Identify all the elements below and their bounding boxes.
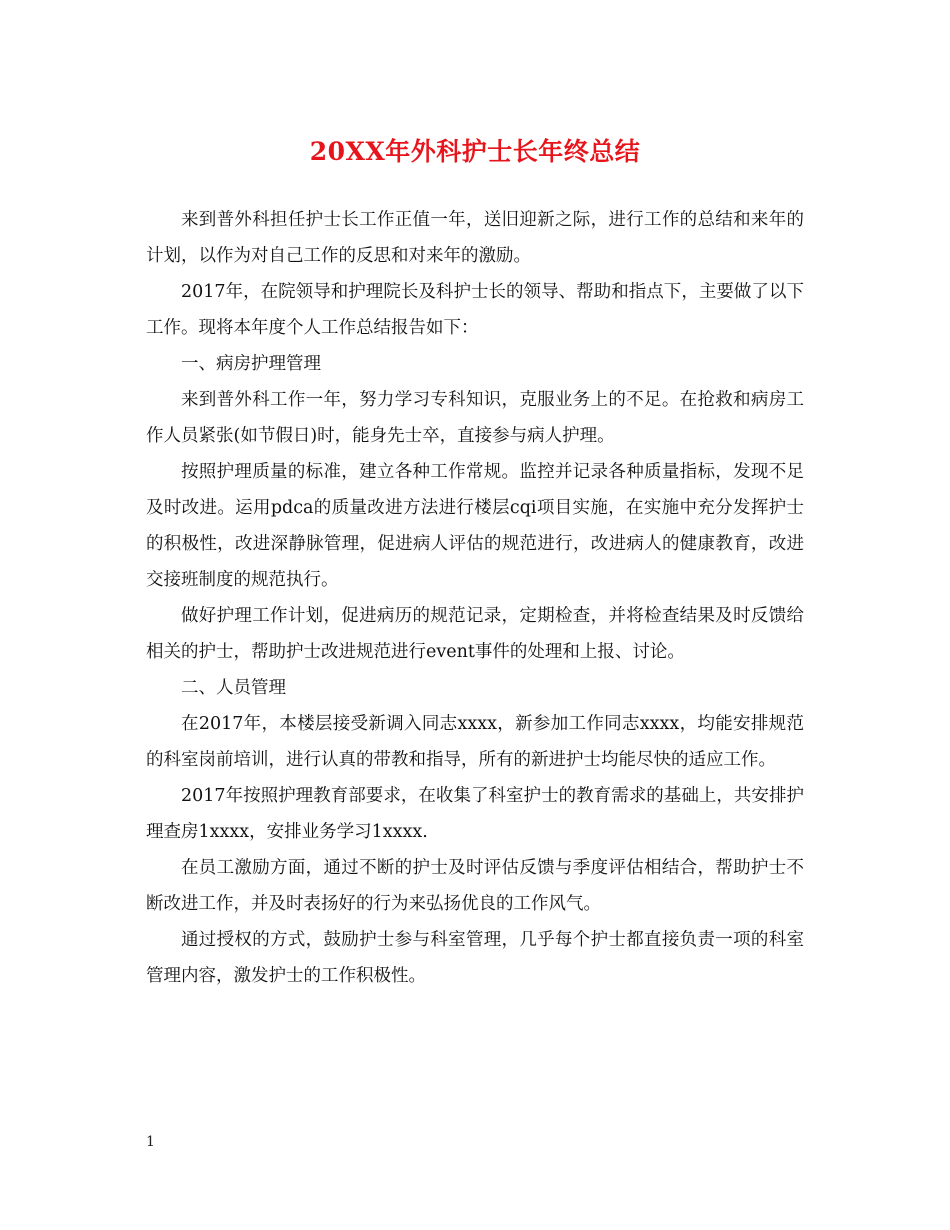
paragraph-new-staff: 在2017年，本楼层接受新调入同志xxxx，新参加工作同志xxxx，均能安排规范的科室岗前培训，进行认真的带教和指导，所有的新进护士均能尽快的适应工作。 — [146, 714, 804, 770]
document-title: 20XX年外科护士长年终总结 — [309, 137, 641, 166]
page-number: 1 — [146, 1134, 155, 1150]
paragraph-staff-motivation: 在员工激励方面，通过不断的护士及时评估反馈与季度评估相结合，帮助护士不断改进工作，并及时表扬好的行为来弘扬优良的工作风气。 — [146, 858, 804, 914]
section-heading-personnel-management: 二、人员管理 — [181, 678, 286, 698]
paragraph-work-plan: 做好护理工作计划，促进病历的规范记录，定期检查，并将检查结果及时反馈给相关的护士，帮助护士改进规范进行event事件的处理和上报、讨论。 — [146, 606, 804, 662]
document-body — [146, 202, 804, 994]
paragraph-intro: 来到普外科担任护士长工作正值一年，送旧迎新之际，进行工作的总结和来年的计划，以作为对自己工作的反思和对来年的激励。 — [146, 210, 804, 266]
paragraph-quality-standards: 按照护理质量的标准，建立各种工作常规。监控并记录各种质量指标，发现不足及时改进。运用pdca的质量改进方法进行楼层cqi项目实施，在实施中充分发挥护士的积极性，改进深静脉管理，促进病人评估的规范进行，改进病人的健康教育，改进交接班制度的规范执行。 — [146, 462, 804, 590]
paragraph-authorization: 通过授权的方式，鼓励护士参与科室管理，几乎每个护士都直接负责一项的科室管理内容，激发护士的工作积极性。 — [146, 930, 804, 986]
paragraph-ward-work: 来到普外科工作一年，努力学习专科知识，克服业务上的不足。在抢救和病房工作人员紧张(如节假日)时，能身先士卒，直接参与病人护理。 — [146, 390, 804, 446]
paragraph-education: 2017年按照护理教育部要求，在收集了科室护士的教育需求的基础上，共安排护理查房1xxxx，安排业务学习1xxxx. — [146, 786, 804, 842]
paragraph-summary-intro: 2017年，在院领导和护理院长及科护士长的领导、帮助和指点下，主要做了以下工作。现将本年度个人工作总结报告如下： — [146, 282, 804, 338]
section-heading-ward-nursing-management: 一、病房护理管理 — [181, 354, 321, 374]
